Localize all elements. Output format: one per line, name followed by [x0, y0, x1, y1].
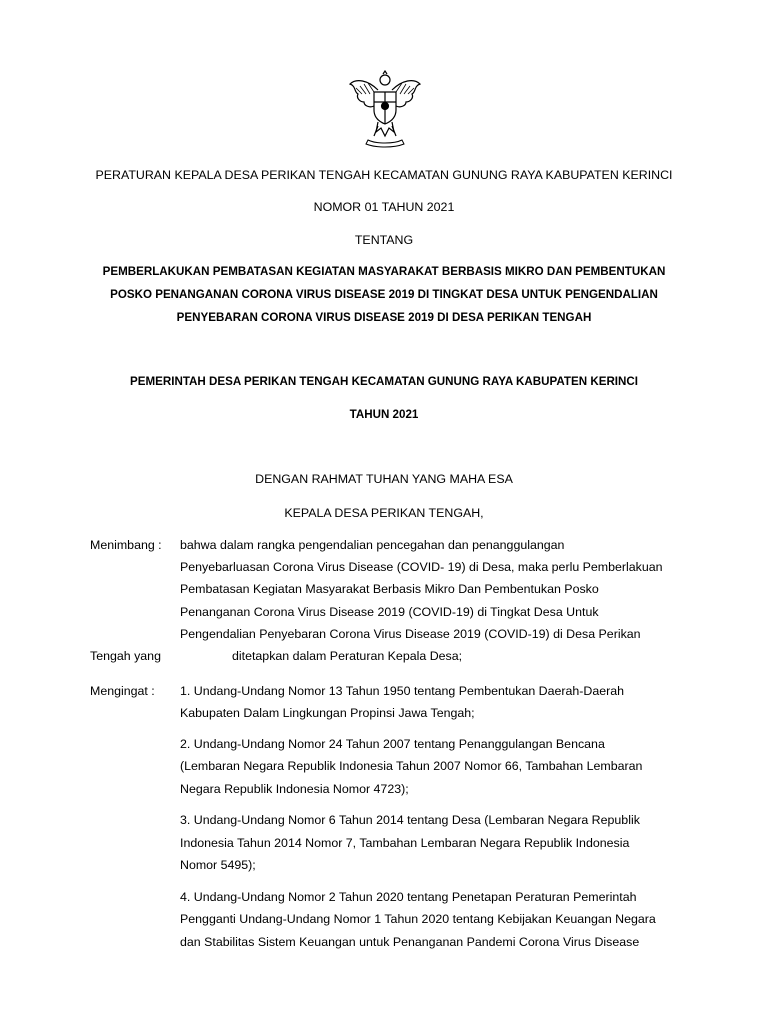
mengingat-item-line: Kabupaten Dalam Lingkungan Propinsi Jawa Tengah;: [180, 706, 475, 720]
tentang-heading: TENTANG: [354, 233, 414, 247]
mengingat-item-line: 2. Undang-Undang Nomor 24 Tahun 2007 tentang Penanggulangan Bencana: [180, 737, 605, 751]
menimbang-line: Pembatasan Kegiatan Masyarakat Berbasis Mikro Dan Pembentukan Posko: [180, 582, 599, 596]
mengingat-item-line: Indonesia Tahun 2014 Nomor 7, Tambahan Lembaran Negara Republik Indonesia: [180, 836, 630, 850]
mengingat-item-line: Nomor 5495);: [180, 858, 256, 872]
mengingat-label: Mengingat :: [90, 684, 155, 698]
garuda-emblem-icon: [348, 70, 422, 150]
official-line: KEPALA DESA PERIKAN TENGAH,: [284, 506, 484, 520]
mengingat-item-line: 3. Undang-Undang Nomor 6 Tahun 2014 tentang Desa (Lembaran Negara Republik: [180, 813, 640, 827]
regulation-title: PERATURAN KEPALA DESA PERIKAN TENGAH KECAMATAN GUNUNG RAYA KABUPATEN KERINCI: [95, 168, 673, 182]
mengingat-item-line: 1. Undang-Undang Nomor 13 Tahun 1950 tentang Pembentukan Daerah-Daerah: [180, 684, 625, 698]
subject-line: PEMBERLAKUKAN PEMBATASAN KEGIATAN MASYARAKAT BERBASIS MIKRO DAN PEMBENTUKAN: [102, 265, 666, 278]
mengingat-item-line: Pengganti Undang-Undang Nomor 1 Tahun 2020 tentang Kebijakan Keuangan Negara: [180, 912, 656, 926]
menimbang-tail-left: Tengah yang: [90, 649, 161, 663]
blessing-line: DENGAN RAHMAT TUHAN YANG MAHA ESA: [255, 472, 513, 486]
year-heading: TAHUN 2021: [349, 408, 419, 421]
menimbang-line: Pengendalian Penyebaran Corona Virus Disease 2019 (COVID-19) di Desa Perikan: [180, 627, 641, 641]
subject-line: POSKO PENANGANAN CORONA VIRUS DISEASE 2019 DI TINGKAT DESA UNTUK PENGENDALIAN: [110, 288, 658, 301]
mengingat-item-line: (Lembaran Negara Republik Indonesia Tahun 2007 Nomor 66, Tambahan Lembaran: [180, 759, 643, 773]
menimbang-label: Menimbang :: [90, 538, 162, 552]
mengingat-item-line: Negara Republik Indonesia Nomor 4723);: [180, 782, 409, 796]
menimbang-line: Penyebarluasan Corona Virus Disease (COVID- 19) di Desa, maka perlu Pemberlakuan: [180, 560, 663, 574]
menimbang-line: bahwa dalam rangka pengendalian pencegahan dan penanggulangan: [180, 538, 565, 552]
regulation-number: NOMOR 01 TAHUN 2021: [313, 200, 455, 214]
issuer-heading: PEMERINTAH DESA PERIKAN TENGAH KECAMATAN GUNUNG RAYA KABUPATEN KERINCI: [130, 375, 638, 388]
mengingat-item-line: dan Stabilitas Sistem Keuangan untuk Penanganan Pandemi Corona Virus Disease: [180, 935, 640, 949]
menimbang-line: Penanganan Corona Virus Disease 2019 (COVID-19) di Tingkat Desa Untuk: [180, 605, 599, 619]
subject-line: PENYEBARAN CORONA VIRUS DISEASE 2019 DI DESA PERIKAN TENGAH: [176, 311, 592, 324]
menimbang-tail-right: ditetapkan dalam Peraturan Kepala Desa;: [232, 649, 463, 663]
mengingat-item-line: 4. Undang-Undang Nomor 2 Tahun 2020 tentang Penetapan Peraturan Pemerintah: [180, 890, 637, 904]
